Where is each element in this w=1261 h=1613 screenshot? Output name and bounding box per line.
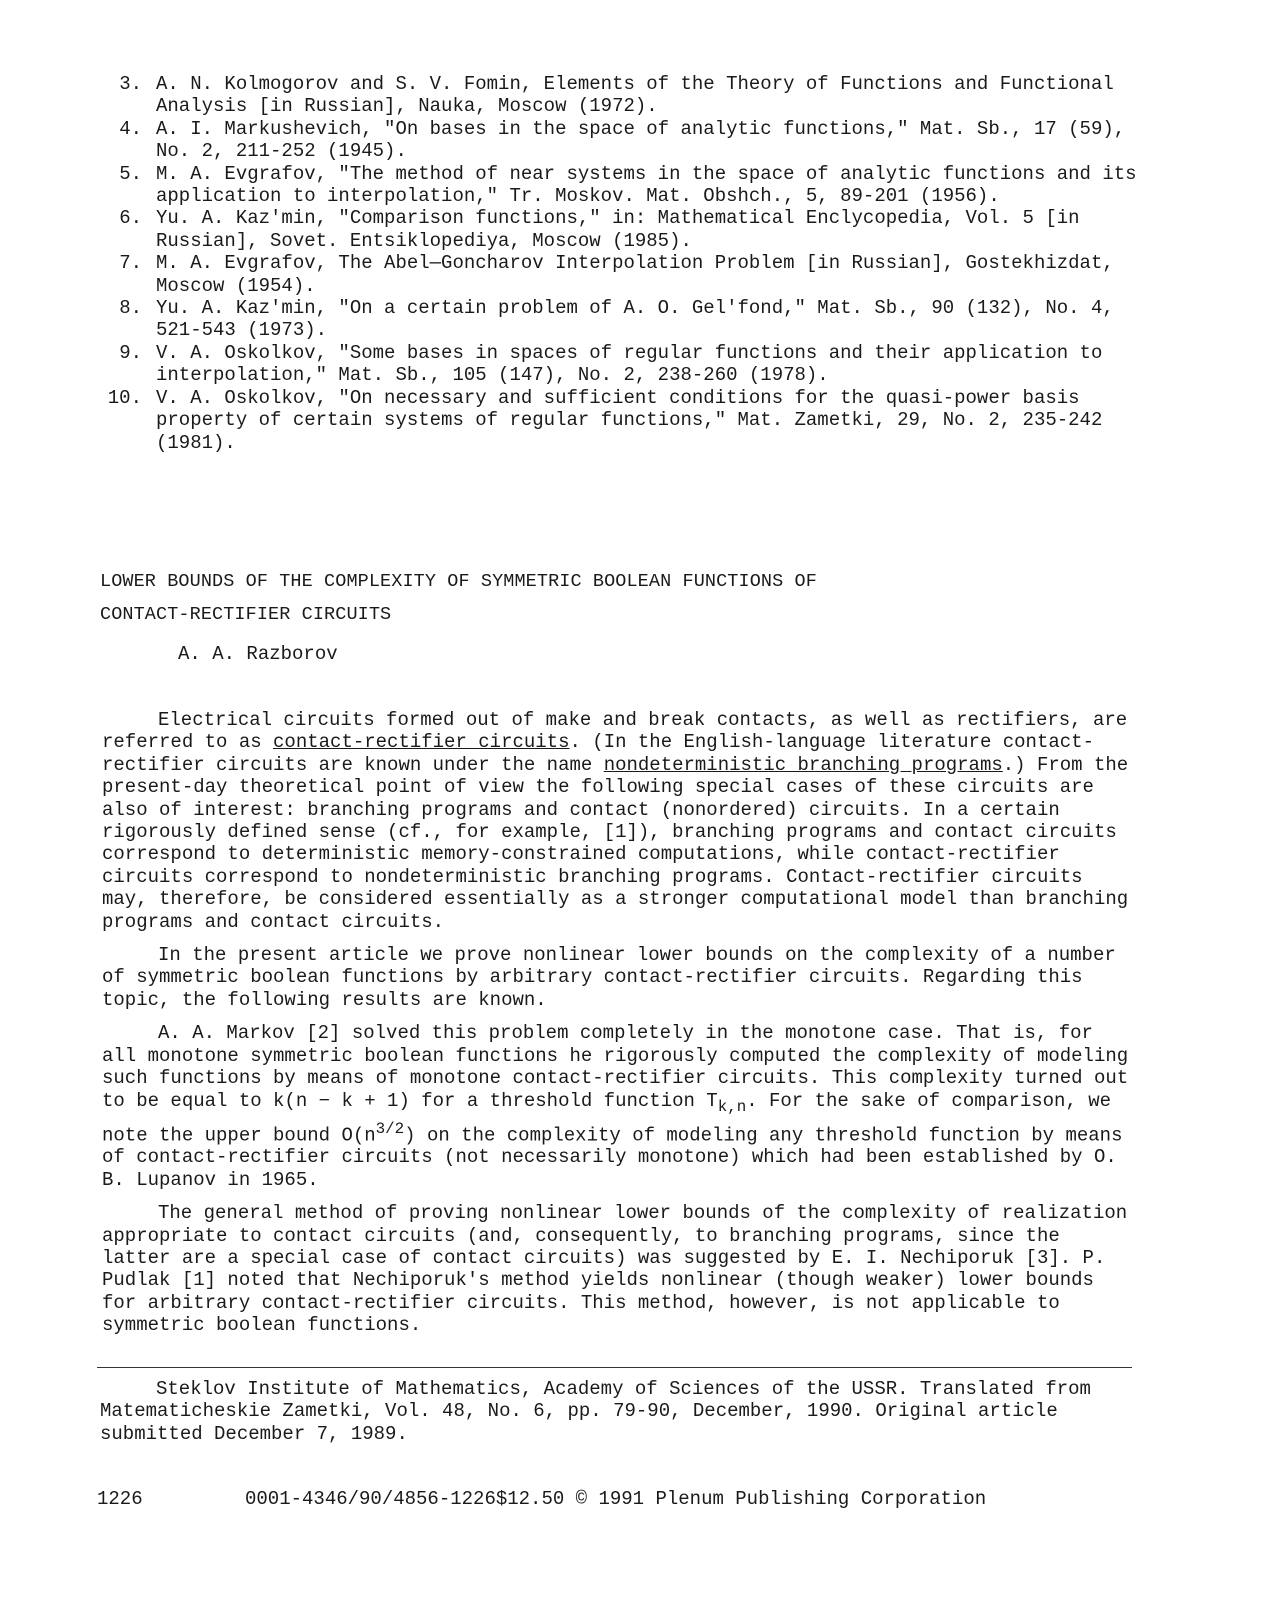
reference-number: 5. [119, 162, 142, 185]
reference-text: Yu. A. Kaz'min, "On a certain problem of A. O. Gel'fond," Mat. Sb., 90 (132), No. 4, 521-543 (1973). [156, 297, 1114, 342]
reference-item [100, 73, 1150, 118]
text-run: . (In the English-language literature contact-rectifier circuits are known under the name [102, 731, 1094, 776]
footnote: Steklov Institute of Mathematics, Academy of Sciences of the USSR. Translated from Matematicheskie Zametki, Vol. 48, No. 6, pp. 79-90, December, 1990. Original article submitted December 7, 1989. [100, 1378, 1091, 1445]
reference-text: Yu. A. Kaz'min, "Comparison functions," in: Mathematical Enclycopedia, Vol. 5 [in Russian], Sovet. Entsiklopediya, Moscow (1985). [156, 207, 1080, 252]
reference-number: 8. [119, 297, 142, 320]
reference-text: V. A. Oskolkov, "On necessary and sufficient conditions for the quasi-power basis property of certain systems of regular functions," Mat. Zametki, 29, No. 2, 235-242 (1981). [156, 386, 1103, 454]
article-title-line: LOWER BOUNDS OF THE COMPLEXITY OF SYMMETRIC BOOLEAN FUNCTIONS OF [100, 571, 817, 592]
article-title-line: CONTACT-RECTIFIER CIRCUITS [100, 604, 392, 625]
reference-number: 4. [119, 117, 142, 140]
body-paragraph: In the present article we prove nonlinear lower bounds on the complexity of a number of symmetric boolean functions by arbitrary contact-rectifier circuits. Regarding this topic, the following results are known. [102, 944, 1116, 1011]
reference-number: 9. [119, 341, 142, 364]
reference-number: 10. [107, 386, 142, 409]
reference-number: 3. [119, 73, 142, 95]
page-footer [97, 1488, 986, 1510]
reference-item [100, 207, 1150, 252]
footnote-divider [97, 1367, 1132, 1368]
article-author: A. A. Razborov [178, 643, 338, 665]
reference-text: A. N. Kolmogorov and S. V. Fomin, Elements of the Theory of Functions and Functional Analysis [in Russian], Nauka, Moscow (1972). [156, 73, 1114, 118]
text-run: ) on the complexity of modeling any threshold function by means of contact-rectifier circuits (not necessarily monotone) which had been established by O. B. Lupanov in 1965. [102, 1124, 1123, 1191]
publication-code: 0001-4346/90/4856-1226$12.50 © 1991 Plenum Publishing Corporation [245, 1488, 987, 1510]
body-paragraph: The general method of proving nonlinear lower bounds of the complexity of realization appropriate to contact circuits (and, consequently, to branching programs, since the latter are a special case of contact circuits) was suggested by E. I. Nechiporuk [3]. P. Pudlak [1] noted that Nechiporuk's method yields nonlinear (though weaker) lower bounds for arbitrary contact-rectifier circuits. This method, however, is not applicable to symmetric boolean functions. [102, 1202, 1128, 1337]
text-run: A. A. Markov [2] solved this problem completely in the monotone case. That is, for all monotone symmetric boolean functions he rigorously computed the complexity of modeling such functions by means of monotone contact-rectifier circuits. This complexity turned out to be equal to k(n − k + 1) for a threshold function T [102, 1022, 1129, 1112]
text-run: Electrical circuits formed out of make and break contacts, as well as rectifiers, are referred to as [102, 709, 1128, 754]
reference-text: A. I. Markushevich, "On bases in the space of analytic functions," Mat. Sb., 17 (59), No. 2, 211-252 (1945). [156, 117, 1126, 163]
body-paragraph [102, 1022, 1132, 1191]
reference-number: 7. [119, 252, 142, 275]
reference-item [100, 118, 1150, 163]
reference-number: 6. [119, 207, 142, 230]
article-title [100, 565, 817, 631]
reference-item [100, 163, 1150, 208]
text-run: .) From the present-day theoretical point of view the following special cases of these circuits are also of interest: branching programs and contact (nonordered) circuits. In a certain rigorously defined sense (cf., for example, [1]), branching programs and contact circuits correspond to deterministic memory-constrained computations, while contact-rectifier circuits correspond to nondeterministic branching programs. Contact-rectifier circuits may, therefore, be considered essentially as a stronger computational model than branching programs and contact circuits. [102, 753, 1129, 933]
reference-item [100, 252, 1150, 297]
reference-text: M. A. Evgrafov, "The method of near systems in the space of analytic functions and its application to interpolation," Tr. Moskov. Mat. Obshch., 5, 89-201 (1956). [156, 162, 1137, 208]
reference-text: M. A. Evgrafov, The Abel—Goncharov Interpolation Problem [in Russian], Gostekhizdat, Moscow (1954). [156, 252, 1114, 297]
reference-item [100, 342, 1150, 387]
reference-item [100, 387, 1150, 454]
subscript: k,n [717, 1097, 747, 1116]
page-number: 1226 [97, 1488, 143, 1510]
superscript: 3/2 [375, 1119, 405, 1138]
reference-item [100, 297, 1150, 342]
term-emphasis: nondeterministic branching programs [603, 753, 1003, 776]
body-paragraph [102, 709, 1132, 933]
text-run: . For the sake of comparison, we note the upper bound O(n [102, 1089, 1112, 1147]
reference-list [100, 73, 1150, 454]
reference-text: V. A. Oskolkov, "Some bases in spaces of regular functions and their application to interpolation," Mat. Sb., 105 (147), No. 2, 238-260 (1978). [156, 341, 1103, 387]
term-emphasis: contact-rectifier circuits [273, 731, 570, 754]
article-body [102, 709, 1132, 1348]
